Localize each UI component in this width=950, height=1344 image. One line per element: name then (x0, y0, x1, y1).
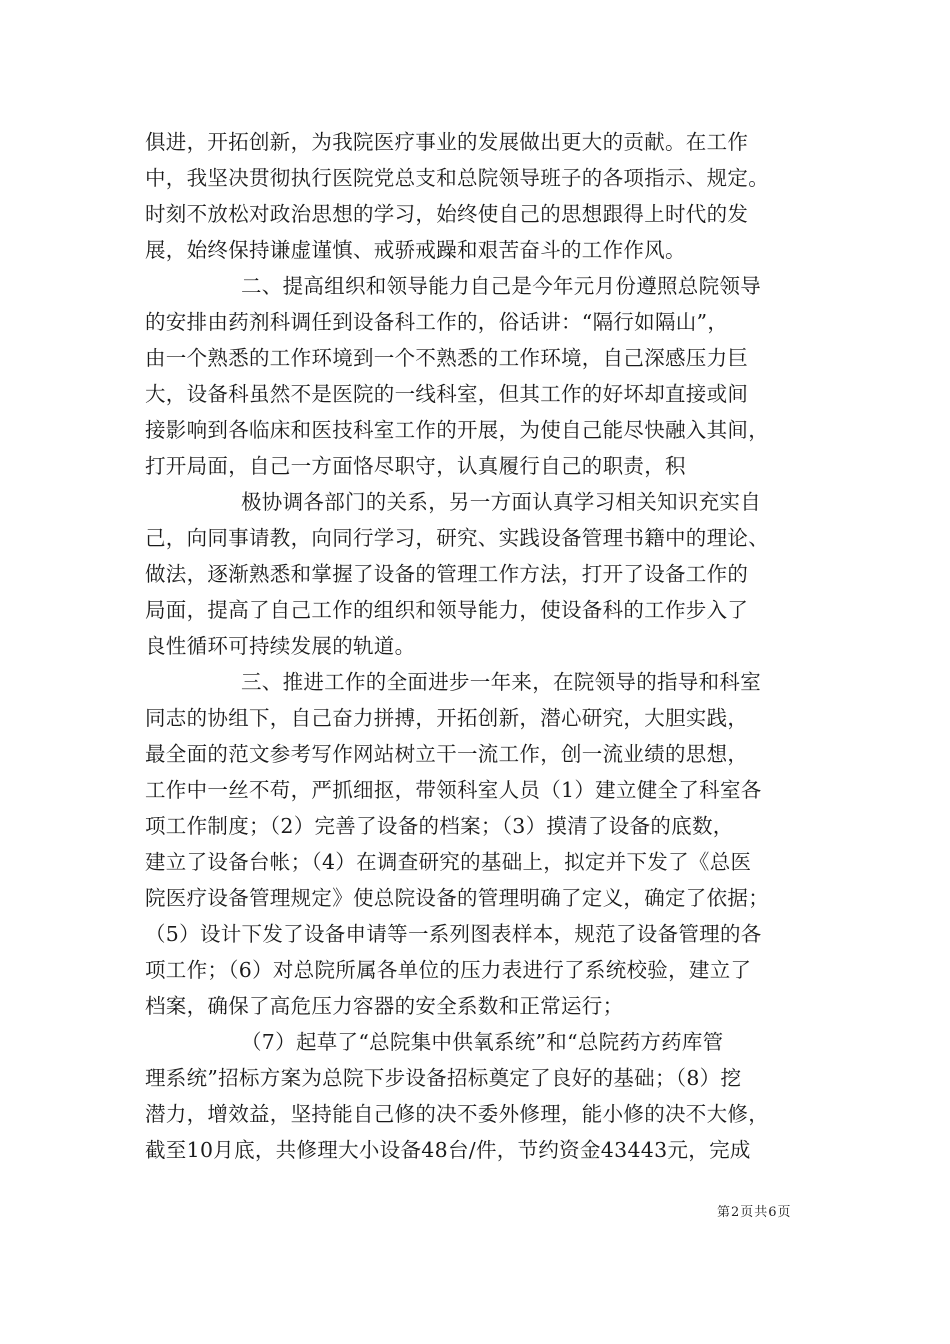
text-line: 同志的协组下，自己奋力拼搏，开拓创新，潜心研究，大胆实践， (145, 706, 749, 730)
text-line: 档案，确保了高危压力容器的安全系数和正常运行； (145, 994, 624, 1018)
text-line: 中，我坚决贯彻执行医院党总支和总院领导班子的各项指示、规定。 (145, 166, 769, 190)
text-line: 建立了设备台帐；（4）在调查研究的基础上，拟定并下发了《总医 (145, 850, 752, 874)
text-line: 打开局面，自己一方面恪尽职守，认真履行自己的职责，积 (145, 454, 686, 478)
body-text (145, 124, 825, 1168)
section-heading-line: 二、提高组织和领导能力自己是今年元月份遵照总院领导 (241, 274, 761, 298)
text-line: 局面，提高了自己工作的组织和领导能力，使设备科的工作步入了 (145, 598, 749, 622)
text-line: 项工作制度；（2）完善了设备的档案；（3）摸清了设备的底数， (145, 814, 734, 838)
text-line: 极协调各部门的关系，另一方面认真学习相关知识充实自 (241, 490, 761, 514)
text-line: （5）设计下发了设备申请等一系列图表样本，规范了设备管理的各 (145, 922, 762, 946)
section-heading-line: 三、推进工作的全面进步一年来，在院领导的指导和科室 (241, 670, 761, 694)
text-line: 最全面的范文参考写作网站树立干一流工作，创一流业绩的思想， (145, 742, 749, 766)
text-line: 的安排由药剂科调任到设备科工作的，俗话讲：“隔行如隔山”， (145, 310, 729, 334)
text-line: 大，设备科虽然不是医院的一线科室，但其工作的好坏却直接或间 (145, 382, 749, 406)
text-line: 俱进，开拓创新，为我院医疗事业的发展做出更大的贡献。在工作 (145, 130, 749, 154)
text-line: 项工作；（6）对总院所属各单位的压力表进行了系统校验，建立了 (145, 958, 752, 982)
page-number-footer: 第2页共6页 (717, 1205, 792, 1220)
text-line: 展，始终保持谦虚谨慎、戒骄戒躁和艰苦奋斗的工作作风。 (145, 238, 686, 262)
text-line: 由一个熟悉的工作环境到一个不熟悉的工作环境，自己深感压力巨 (145, 346, 749, 370)
text-line: 潜力，增效益，坚持能自己修的决不委外修理，能小修的决不大修， (145, 1102, 769, 1126)
text-line: 理系统”招标方案为总院下步设备招标奠定了良好的基础；（8）挖 (145, 1066, 742, 1090)
text-line: 良性循环可持续发展的轨道。 (145, 634, 416, 658)
text-line: 接影响到各临床和医技科室工作的开展，为使自己能尽快融入其间， (145, 418, 769, 442)
text-line: 工作中一丝不苟，严抓细抠，带领科室人员（1）建立健全了科室各 (145, 778, 762, 802)
text-line: （7）起草了“总院集中供氧系统”和“总院药方药库管 (241, 1030, 724, 1054)
text-line: 时刻不放松对政治思想的学习，始终使自己的思想跟得上时代的发 (145, 202, 749, 226)
text-line: 己，向同事请教，向同行学习，研究、实践设备管理书籍中的理论、 (145, 526, 769, 550)
text-line: 院医疗设备管理规定》使总院设备的管理明确了定义，确定了依据； (145, 886, 769, 910)
text-line: 做法，逐渐熟悉和掌握了设备的管理工作方法，打开了设备工作的 (145, 562, 749, 586)
text-line: 截至10月底，共修理大小设备48台/件，节约资金43443元，完成 (145, 1138, 751, 1162)
